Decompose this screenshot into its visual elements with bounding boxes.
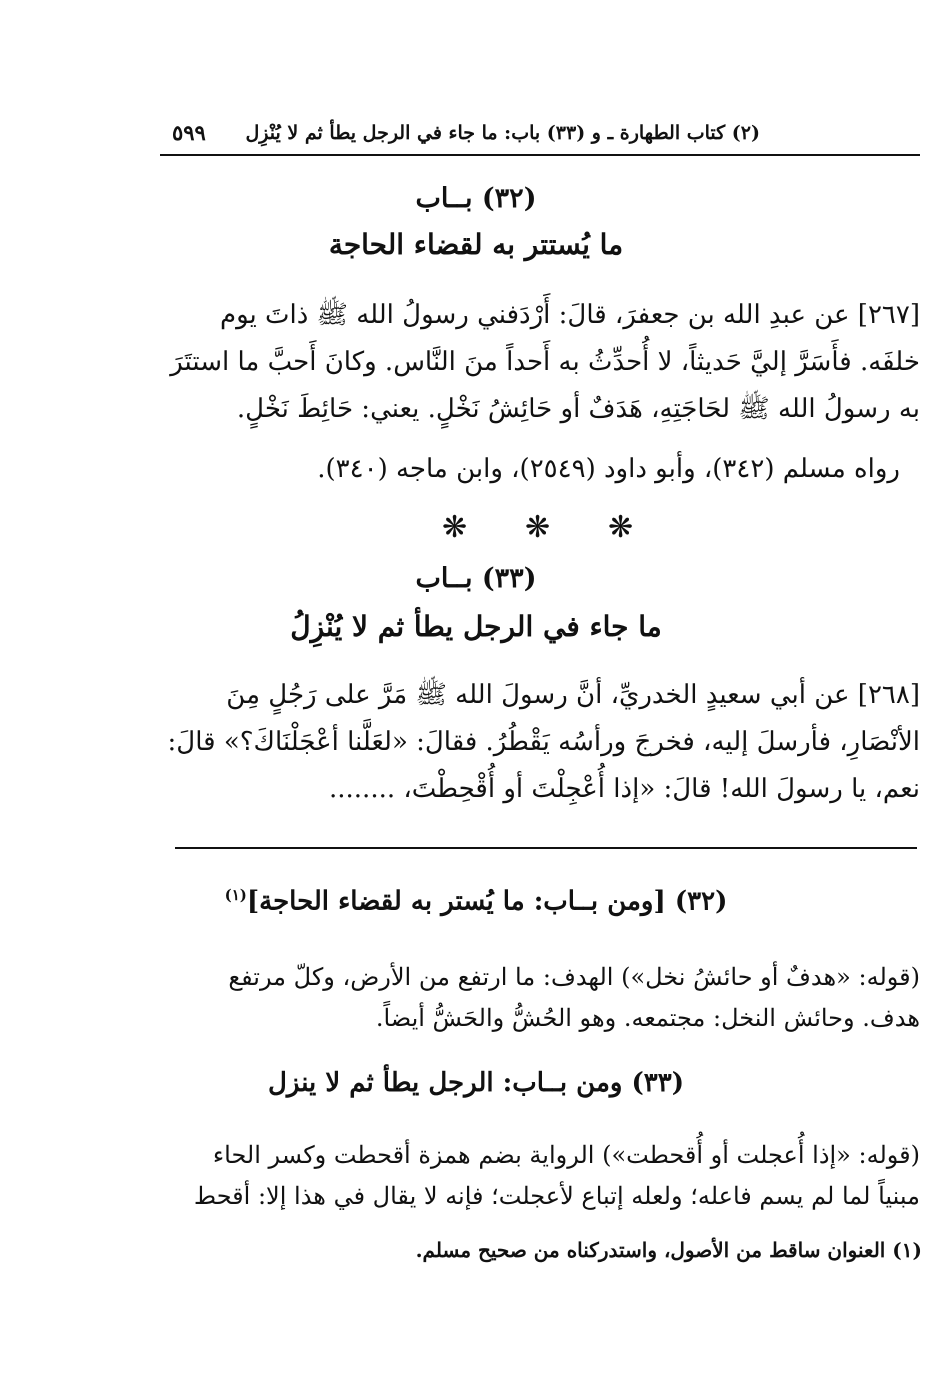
footnote: (١) العنوان ساقط من الأصول، واستدركناه من صحيح مسلم. xyxy=(415,1238,922,1262)
chapter-33-heading: ما جاء في الرجل يطأ ثم لا يُنْزِلُ xyxy=(290,610,662,643)
chapter-32-label: (٣٢) بــاب xyxy=(415,183,537,214)
chapter-33-label: (٣٣) بــاب xyxy=(415,563,537,594)
running-title: (٢) كتاب الطهارة ـ و (٣٣) باب: ما جاء في الرجل يطأ ثم لا يُنْزِل xyxy=(245,122,760,144)
hadith-268 xyxy=(160,672,920,813)
narration-267 xyxy=(200,446,900,493)
section-separator xyxy=(0,510,952,550)
commentary-heading-32-text: (٣٢) [ومن بــاب: ما يُستر به لقضاء الحاجة] xyxy=(246,886,728,917)
chapter-32-heading: ما يُستتر به لقضاء الحاجة xyxy=(328,228,624,261)
commentary-line: (قوله: «إذا أُعجلت أو أُقحطت») الرواية بضم همزة أقحطت وكسر الحاء xyxy=(212,1141,920,1169)
page-number: ٥٩٩ xyxy=(172,120,206,145)
commentary-text-33 xyxy=(165,1135,920,1217)
narration-text: رواه مسلم (٣٤٢)، وأبو داود (٢٥٤٩)، وابن ماجه (٣٤٠). xyxy=(317,454,900,484)
hadith-268-line: [٢٦٨] عن أبي سعيدٍ الخدريِّ، أنَّ رسولَ الله ﷺ مَرَّ على رَجُلٍ مِنَ xyxy=(226,680,920,710)
hadith-267-line: خلفَه. فأَسَرَّ إليَّ حَديثاً، لا أُحدِّثُ به أَحداً منَ النَّاس. وكانَ أَحبَّ ما استتَرَ xyxy=(170,347,920,377)
hadith-267-line: به رسولُ الله ﷺ لحَاجَتِهِ، هَدَفٌ أو حَائِشُ نَخْلٍ. يعني: حَائِطَ نَخْلٍ. xyxy=(236,394,920,424)
hadith-268-line: الأنْصَارِ، فأرسلَ إليه، فخرجَ ورأسُه يَقْطُرُ. فقالَ: «لعَلَّنا أعْجَلْنَاكَ؟» قالَ: xyxy=(167,727,920,757)
star-ornament: ❋ xyxy=(442,510,468,545)
commentary-divider xyxy=(175,847,917,849)
footnote-mark: (١) xyxy=(224,886,247,904)
commentary-line: (قوله: «هدفٌ أو حائشُ نخل») الهدف: ما ارتفع من الأرض، وكلّ مرتفع xyxy=(228,963,920,991)
hadith-268-line: نعم، يا رسولَ الله! قالَ: «إذا أُعْجِلْتَ أو أُقْحِطْتَ، ........ xyxy=(329,774,920,804)
star-ornament: ❋ xyxy=(608,510,634,545)
hadith-267-line: [٢٦٧] عن عبدِ الله بن جعفرَ، قالَ: أَرْدَفني رسولُ الله ﷺ ذاتَ يوم xyxy=(219,300,920,330)
commentary-line: مبنياً لما لم يسم فاعله؛ ولعله إتباع لأعجلت؛ فإنه لا يقال في هذا إلا: أقحط xyxy=(193,1182,920,1210)
commentary-text-32 xyxy=(165,957,920,1039)
star-ornament: ❋ xyxy=(525,510,551,545)
commentary-line: هدف. وحائش النخل: مجتمعه. وهو الحُشُّ والحَشُّ أيضاً. xyxy=(375,1004,920,1032)
commentary-heading-33: (٣٣) ومن بــاب: الرجل يطأ ثم لا ينزل xyxy=(267,1068,685,1098)
running-header xyxy=(160,118,920,156)
commentary-heading-32 xyxy=(0,886,952,917)
hadith-267 xyxy=(160,292,920,433)
